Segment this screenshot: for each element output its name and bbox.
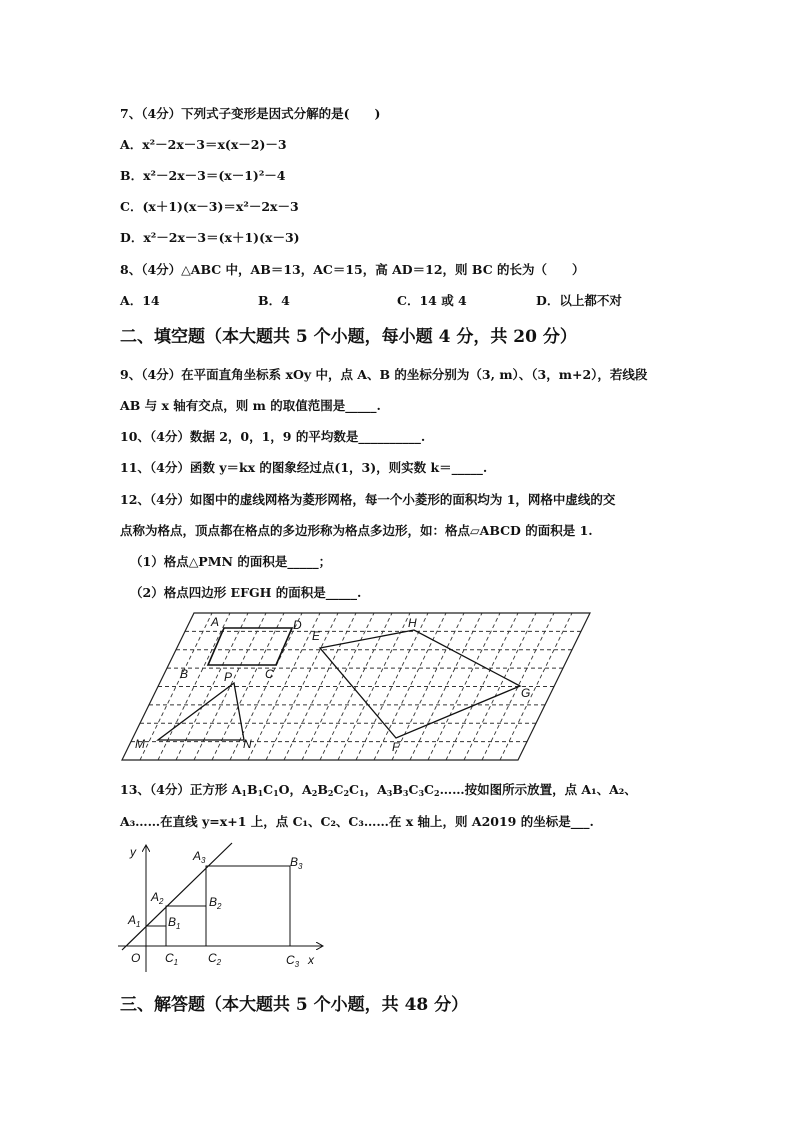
label-c: C — [265, 667, 274, 681]
label-b1: $B_1$ — [168, 915, 181, 931]
label-g: G — [521, 686, 531, 700]
label-b3: $B_3$ — [290, 855, 303, 871]
q8-option-a: A．14 — [120, 293, 160, 308]
q7-stem: 7、（4分）下列式子变形是因式分解的是( ) — [120, 106, 381, 121]
label-c3: $C_3$ — [286, 953, 300, 969]
section-2-heading: 二、填空题（本大题共 5 个小题，每小题 4 分，共 20 分） — [120, 327, 577, 347]
q10: 10、（4分）数据 2，0，1，9 的平均数是__________. — [120, 429, 426, 444]
label-y: y — [130, 845, 136, 859]
label-d: D — [293, 618, 302, 632]
q7-option-d: D．x²－2x－3＝(x＋1)(x－3) — [120, 230, 300, 245]
q9-line-2: AB 与 x 轴有交点，则 m 的取值范围是_____. — [120, 398, 381, 413]
label-f: F — [392, 740, 400, 754]
q11: 11、（4分）函数 y＝kx 的图象经过点(1，3)，则实数 k＝_____. — [120, 460, 488, 475]
q8-option-c: C．14 或 4 — [397, 293, 467, 308]
label-a1: $A_1$ — [128, 913, 141, 929]
label-x: x — [308, 953, 314, 967]
q13-squares: $A_1B_1C_1O$，$A_2B_2C_2C_1$，$A_3B_3C_3C_2$ — [231, 782, 440, 798]
label-c2: $C_2$ — [208, 951, 222, 967]
q8-option-d: D．以上都不对 — [536, 293, 622, 308]
section-3-heading: 三、解答题（本大题共 5 个小题，共 48 分） — [120, 995, 469, 1015]
q7-option-b: B．x²－2x－3＝(x－1)²－4 — [120, 168, 286, 183]
label-a3: $A_3$ — [193, 849, 206, 865]
label-a: A — [211, 615, 220, 629]
label-c1: $C_1$ — [165, 951, 179, 967]
q8-stem: 8、（4分）△ABC 中，AB＝13，AC＝15，高 AD＝12，则 BC 的长为（ ） — [120, 262, 585, 277]
q12-line-2: 点称为格点，顶点都在格点的多边形称为格点多边形，如：格点▱ABCD 的面积是 1. — [120, 523, 593, 538]
square-1 — [146, 926, 166, 946]
q13-line-2: A₃……在直线 y=x+1 上，点 C₁、C₂、C₃……在 x 轴上，则 A2019 的坐标是___. — [120, 814, 594, 829]
q9-line-1: 9、（4分）在平面直角坐标系 xOy 中，点 A、B 的坐标分别为（3, m）、（3，m+2），若线段 — [120, 367, 648, 382]
label-b2: $B_2$ — [209, 895, 222, 911]
label-a2: $A_2$ — [151, 890, 164, 906]
q7-option-c: C．(x＋1)(x－3)＝x²－2x－3 — [120, 199, 299, 214]
label-o: O — [131, 951, 141, 965]
label-e: E — [312, 629, 321, 643]
q13-line-1-suffix: ……按如图所示放置，点 A₁、A₂、 — [439, 782, 637, 797]
q12-line-1: 12、（4分）如图中的虚线网格为菱形网格，每一个小菱形的面积均为 1，网格中虚线的交 — [120, 492, 616, 507]
label-n: N — [243, 737, 252, 751]
q7-option-a: A．x²－2x－3＝x(x－2)－3 — [120, 137, 287, 152]
label-m: M — [135, 737, 145, 751]
label-p: P — [224, 670, 233, 684]
q12-part-2: （2）格点四边形 EFGH 的面积是_____. — [130, 585, 362, 600]
label-b: B — [180, 667, 189, 681]
q8-option-b: B．4 — [258, 293, 290, 308]
q13-line-1-prefix: 13、（4分）正方形 — [120, 782, 232, 797]
q12-part-1: （1）格点△PMN 的面积是_____； — [130, 554, 332, 569]
label-h: H — [408, 616, 417, 630]
